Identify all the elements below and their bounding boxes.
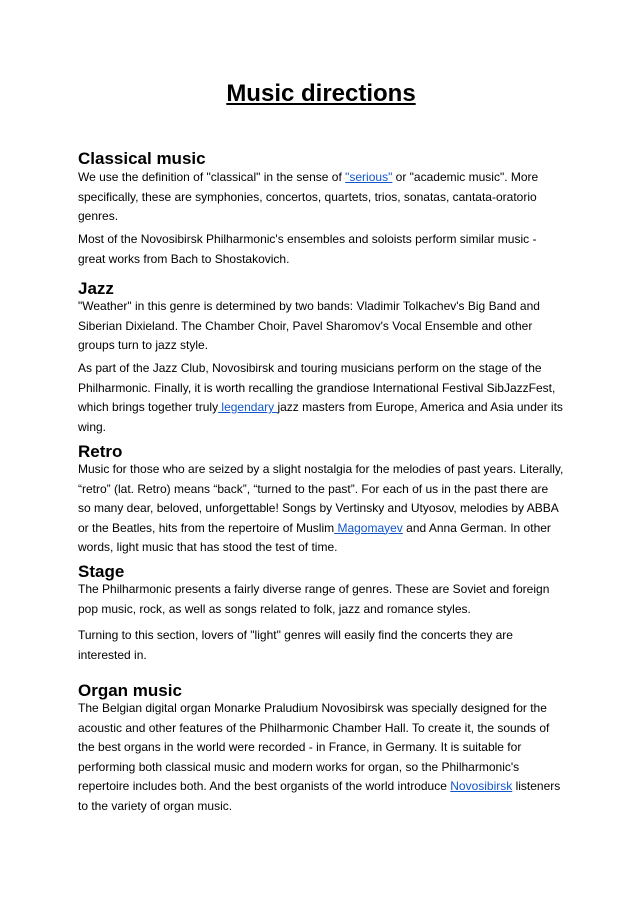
retro-paragraph-1: Music for those who are seized by a slight nostalgia for the melodies of past years. Literally, “retro” (lat. Retro) means “back”, “turned to the past”. For each of us in the past there are so many dear, beloved, unforgettable! Songs by Vertinsky and Utyosov, melodies by ABBA or the Beatles, hits from the repertoire of Muslim Magomayev and Anna German. In other words, light music that has stood the test of time. [78,462,564,554]
classical-paragraph-2: Most of the Novosibirsk Philharmonic's ensembles and soloists perform similar music - great works from Bach to Shostakovich. [78,232,537,266]
legendary-link[interactable]: legendary [218,400,278,414]
heading-retro: Retro [78,442,123,461]
jazz-paragraph-1: "Weather" in this genre is determined by two bands: Vladimir Tolkachev's Big Band and Siberian Dixieland. The Chamber Choir, Pavel Sharomov's Vocal Ensemble and other groups turn to jazz style. [78,299,540,352]
heading-classical-music: Classical music [78,149,206,168]
heading-stage: Stage [78,562,125,581]
classical-paragraph-1: We use the definition of "classical" in the sense of "serious" or "academic music". More specifically, these are symphonies, concertos, quartets, trios, sonatas, cantata-oratorio genres. [78,170,539,223]
serious-link[interactable]: "serious" [345,170,393,184]
jazz-paragraph-2: As part of the Jazz Club, Novosibirsk and touring musicians perform on the stage of the Philharmonic. Finally, it is worth recalling the grandiose International Festival SibJazzFest, which brings together truly legendary jazz masters from Europe, America and Asia under its wing. [78,361,563,434]
novosibirsk-link[interactable]: Novosibirsk [450,779,513,793]
stage-paragraph-2: Turning to this section, lovers of "light" genres will easily find the concerts they are interested in. [78,628,513,662]
stage-paragraph-1: The Philharmonic presents a fairly diverse range of genres. These are Soviet and foreign pop music, rock, as well as songs related to folk, jazz and romance styles. [78,582,550,616]
organ-paragraph-1: The Belgian digital organ Monarke Praludium Novosibirsk was specially designed for the acoustic and other features of the Philharmonic Chamber Hall. To create it, the sounds of the best organs in the world were recorded - in France, in Germany. It is suitable for performing both classical music and modern works for organ, so the Philharmonic's repertoire includes both. And the best organists of the world introduce Novosibirsk listeners to the variety of organ music. [78,701,561,813]
heading-organ-music: Organ music [78,681,182,700]
magomayev-link[interactable]: Magomayev [334,520,403,535]
page-title: Music directions [226,80,416,107]
heading-jazz: Jazz [78,279,114,298]
